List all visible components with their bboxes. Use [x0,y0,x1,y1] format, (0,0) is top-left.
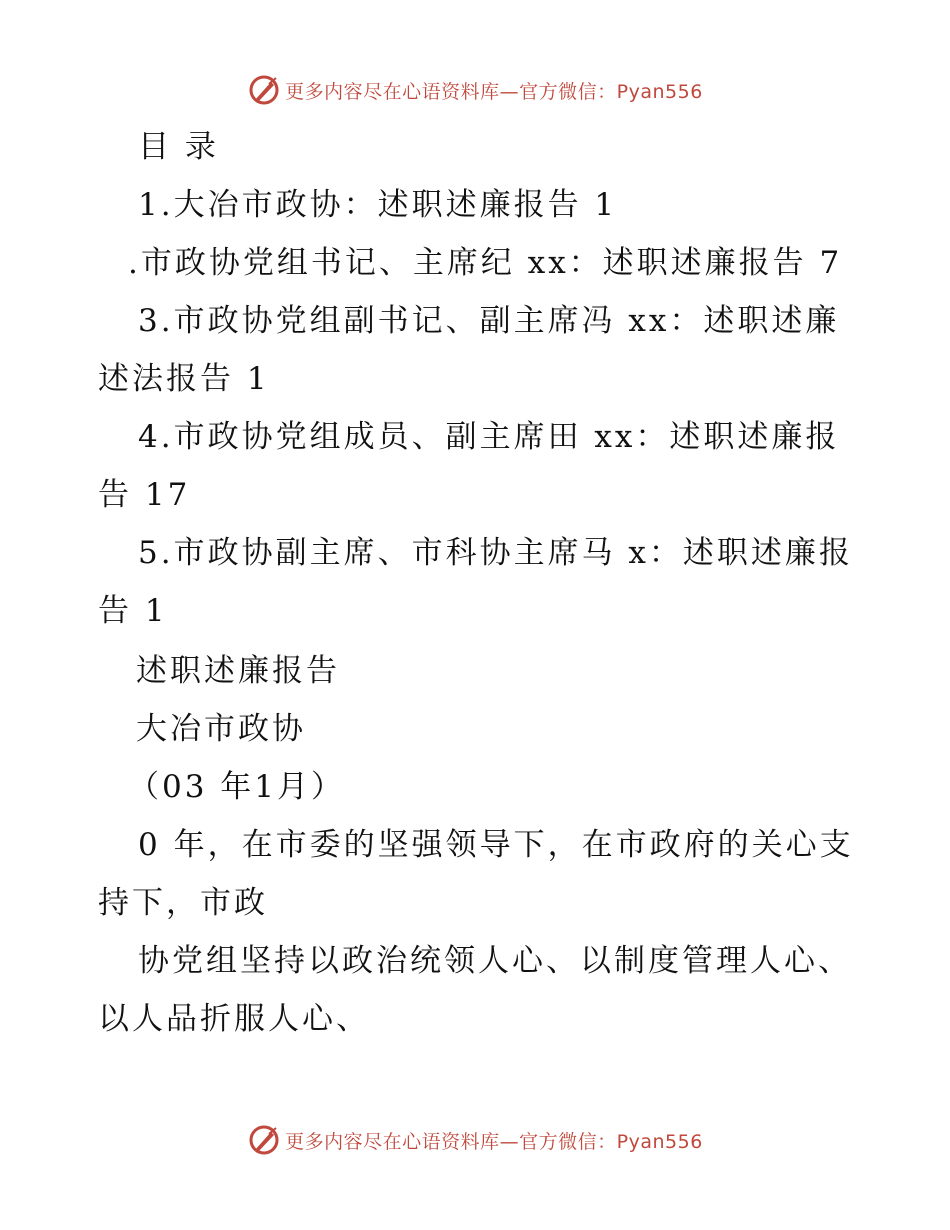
toc-entry-3: 3.市政协党组副书记、副主席冯 xx：述职述廉 [138,303,840,339]
toc-entry-1: 1.大冶市政协：述职述廉报告 1 [138,187,618,223]
feather-pen-logo-icon [247,1123,281,1157]
toc-heading: 目 录 [138,129,219,165]
toc-entry-4-continued: 告 17 [98,477,191,513]
toc-entry-5-continued: 告 1 [98,593,168,629]
paragraph-line-4: 以人品折服人心、 [98,1001,370,1037]
watermark-text: 更多内容尽在心语资料库—官方微信：Pyan556 [285,1130,703,1153]
report-date: （03 年1月） [128,769,346,805]
report-author: 大冶市政协 [136,711,306,747]
toc-entry-3-continued: 述法报告 1 [98,361,270,397]
report-title: 述职述廉报告 [136,653,340,689]
footer-watermark [0,1120,950,1160]
toc-entry-4: 4.市政协党组成员、副主席田 xx：述职述廉报 [138,419,840,455]
watermark-text: 更多内容尽在心语资料库—官方微信：Pyan556 [285,80,703,103]
paragraph-line-2: 持下，市政 [98,885,268,921]
feather-pen-logo-icon [247,73,281,107]
paragraph-line-3: 协党组坚持以政治统领人心、以制度管理人心、 [138,943,852,979]
paragraph-line-1: 0 年，在市委的坚强领导下，在市政府的关心支 [138,827,854,863]
toc-entry-5: 5.市政协副主席、市科协主席马 x：述职述廉报 [138,535,853,571]
header-watermark [0,70,950,110]
toc-entry-2: .市政协党组书记、主席纪 xx：述职述廉报告 7 [128,245,843,281]
